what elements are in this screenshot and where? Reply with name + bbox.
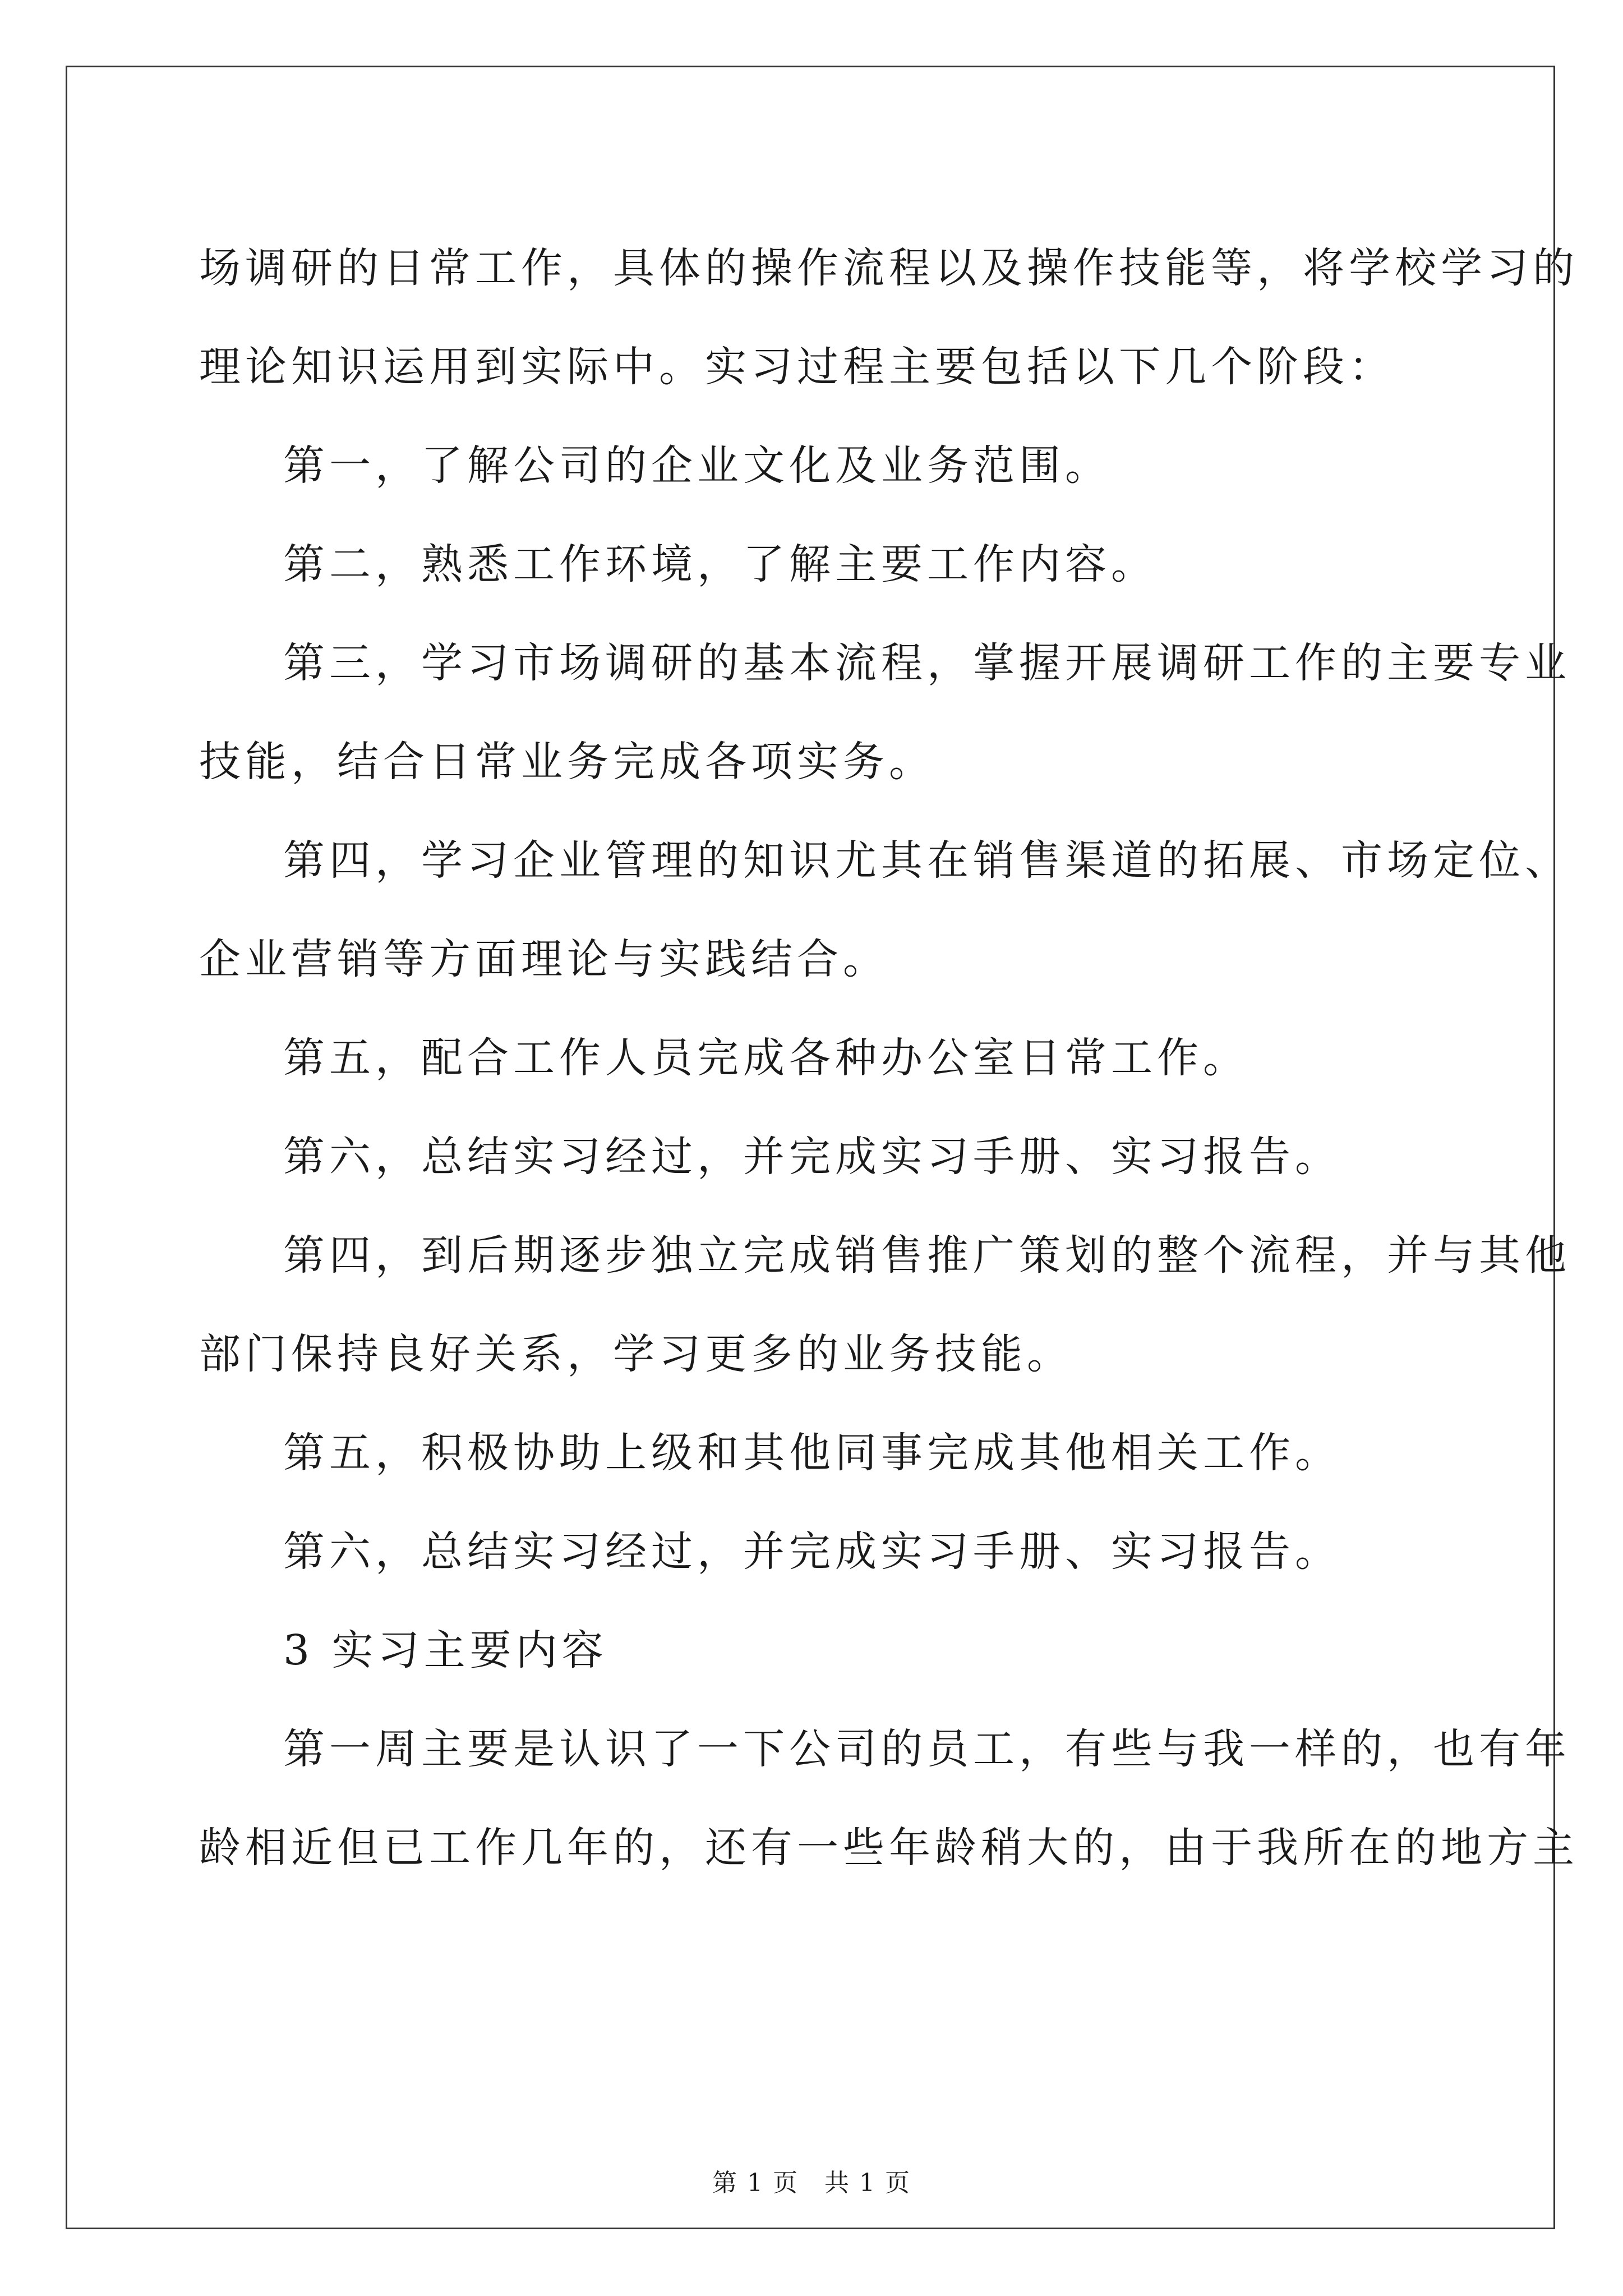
text-line: 第三，学习市场调研的基本流程，掌握开展调研工作的主要专业 [283,639,1571,687]
section-heading: 3 实习主要内容 [283,1626,608,1674]
text-line: 理论知识运用到实际中。实习过程主要包括以下几个阶段： [199,343,1395,391]
text-line: 技能，结合日常业务完成各项实务。 [199,738,935,786]
text-line: 第四，到后期逐步独立完成销售推广策划的整个流程，并与其他 [283,1231,1571,1280]
document-body [199,219,1579,1897]
text-line: 企业营销等方面理论与实践结合。 [199,935,889,983]
text-line: 第二，熟悉工作环境，了解主要工作内容。 [283,540,1157,588]
text-line: 龄相近但已工作几年的，还有一些年龄稍大的，由于我所在的地方主 [199,1824,1579,1872]
text-line: 第六，总结实习经过，并完成实习手册、实习报告。 [283,1527,1341,1576]
text-line: 第五，积极协助上级和其他同事完成其他相关工作。 [283,1429,1341,1477]
page-number-footer: 第 1 页 共 1 页 [712,2169,911,2197]
text-line: 第六，总结实习经过，并完成实习手册、实习报告。 [283,1133,1341,1181]
text-line: 第五，配合工作人员完成各种办公室日常工作。 [283,1034,1249,1082]
text-line: 部门保持良好关系，学习更多的业务技能。 [199,1330,1073,1378]
text-line: 第一，了解公司的企业文化及业务范围。 [283,441,1111,490]
text-line: 场调研的日常工作，具体的操作流程以及操作技能等，将学校学习的 [199,244,1579,292]
text-line: 第四，学习企业管理的知识尤其在销售渠道的拓展、市场定位、 [283,836,1571,885]
text-line: 第一周主要是认识了一下公司的员工，有些与我一样的，也有年 [283,1725,1571,1773]
